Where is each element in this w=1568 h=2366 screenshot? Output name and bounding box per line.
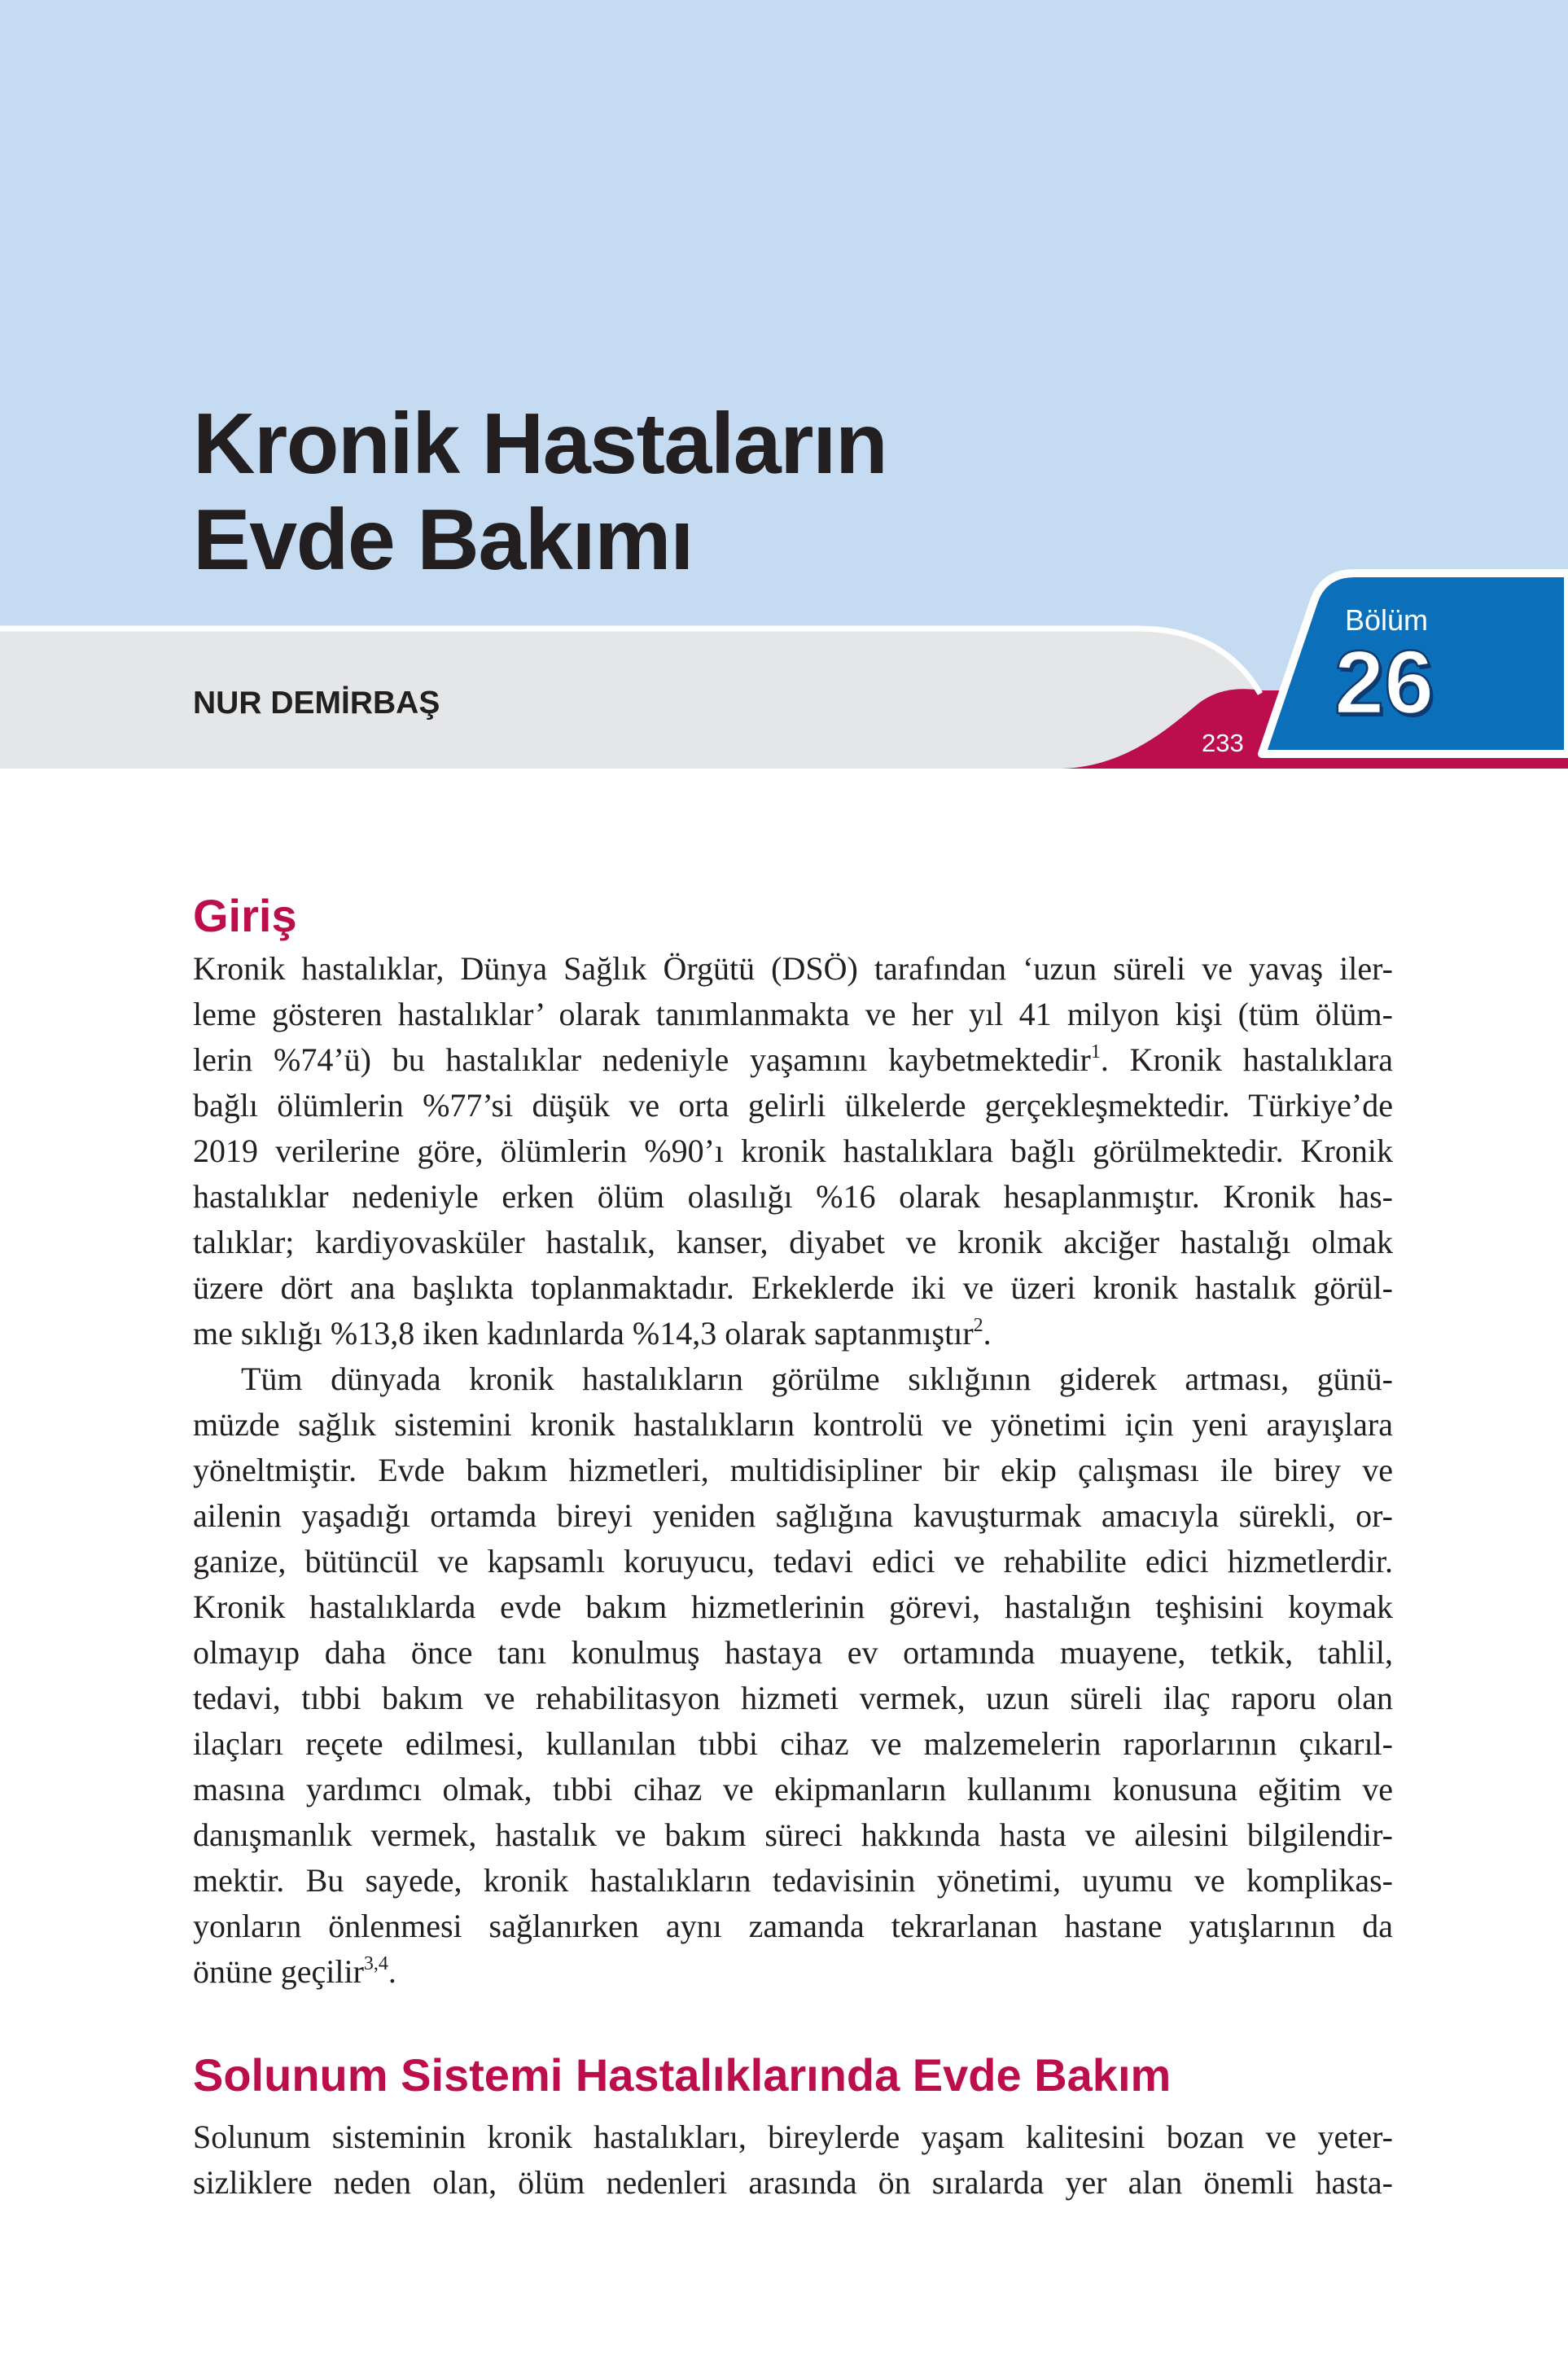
chapter-title-line: Kronik Hastaların: [193, 396, 887, 492]
paragraph-line: tedavi, tıbbi bakım ve rehabilitasyon hizmeti vermek, uzun süreli ilaç raporu olan: [193, 1680, 1393, 1716]
citation-superscript: 1: [1090, 1041, 1101, 1063]
citation-superscript: 3,4: [363, 1953, 388, 1974]
citation-superscript: 2: [973, 1315, 983, 1336]
paragraph-line: ailenin yaşadığı ortamda bireyi yeniden sağlığına kavuşturmak amacıyla sürekli, or-: [193, 1497, 1393, 1534]
chapter-title-line: Evde Bakımı: [193, 492, 693, 588]
paragraph-line: Solunum sisteminin kronik hastalıkları, bireylerde yaşam kalitesini bozan ve yeter-: [193, 2118, 1393, 2155]
paragraph-line: bağlı ölümlerin %77’si düşük ve orta gelirli ülkelerde gerçekleşmektedir. Türkiye’de: [193, 1087, 1393, 1124]
line-text: me sıklığı %13,8 iken kadınlarda %14,3 olarak saptanmıştır: [193, 1315, 974, 1352]
line-text: önüne geçilir: [193, 1953, 364, 1990]
chapter-title: [193, 396, 887, 588]
paragraph-line: sizliklere neden olan, ölüm nedenleri arasında ön sıralarda yer alan önemli hasta-: [193, 2164, 1393, 2201]
paragraph-line: üzere dört ana başlıkta toplanmaktadır. Erkeklerde iki ve üzeri kronik hastalık görül-: [193, 1269, 1393, 1306]
paragraph-line: leme gösteren hastalıklar’ olarak tanımlanmakta ve her yıl 41 milyon kişi (tüm ölüm-: [193, 996, 1393, 1032]
paragraph-line: danışmanlık vermek, hastalık ve bakım süreci hakkında hasta ve ailesini bilgilendir-: [193, 1816, 1393, 1853]
line-text: . Kronik hastalıklara: [1100, 1041, 1393, 1078]
line-text: .: [983, 1315, 992, 1352]
paragraph: [193, 1356, 1393, 1995]
paragraph-line: yonların önlenmesi sağlanırken aynı zamanda tekrarlanan hastane yatışlarının da: [193, 1908, 1393, 1944]
chapter-number: 26: [1334, 633, 1434, 733]
paragraph-line: müzde sağlık sistemini kronik hastalıkların kontrolü ve yönetimi için yeni arayışlara: [193, 1406, 1393, 1443]
paragraph-line: Kronik hastalıklarda evde bakım hizmetlerinin görevi, hastalığın teşhisini koymak: [193, 1588, 1393, 1625]
section-body: [193, 2114, 1393, 2206]
paragraph-line: [193, 1311, 1393, 1356]
paragraph-line: Kronik hastalıklar, Dünya Sağlık Örgütü (DSÖ) tarafından ‘uzun süreli ve yavaş iler-: [193, 950, 1393, 987]
paragraph-line: mektir. Bu sayede, kronik hastalıkların tedavisinin yönetimi, uyumu ve komplikas-: [193, 1862, 1393, 1899]
paragraph-line: talıklar; kardiyovasküler hastalık, kanser, diyabet ve kronik akciğer hastalığı olmak: [193, 1224, 1393, 1260]
paragraph-line: [193, 1037, 1393, 1083]
section-body: [193, 946, 1393, 1995]
chapter-label: Bölüm: [1345, 603, 1429, 637]
header-banner: [0, 0, 1568, 769]
line-text: .: [388, 1953, 396, 1990]
paragraph-line: ganize, bütüncül ve kapsamlı koruyucu, tedavi edici ve rehabilite edici hizmetlerdir.: [193, 1543, 1393, 1580]
page-number: 233: [1202, 729, 1244, 757]
paragraph-line: Tüm dünyada kronik hastalıkların görülme sıklığının giderek artması, günü-: [241, 1360, 1393, 1397]
paragraph-line: hastalıklar nedeniyle erken ölüm olasılığı %16 olarak hesaplanmıştır. Kronik has-: [193, 1178, 1393, 1215]
paragraph-line: ilaçları reçete edilmesi, kullanılan tıbbi cihaz ve malzemelerin raporlarının çıkarıl-: [193, 1725, 1393, 1762]
paragraph: [193, 946, 1393, 1356]
section-heading: Giriş: [193, 890, 297, 941]
paragraph-line: [193, 1949, 1393, 1995]
author-band: [0, 629, 1270, 769]
paragraph-line: olmayıp daha önce tanı konulmuş hastaya ev ortamında muayene, tetkik, tahlil,: [193, 1634, 1393, 1671]
author-name: NUR DEMİRBAŞ: [193, 686, 440, 721]
section-heading: Solunum Sistemi Hastalıklarında Evde Bakım: [193, 2049, 1172, 2101]
line-text: lerin %74’ü) bu hastalıklar nedeniyle yaşamını kaybetmektedir: [193, 1041, 1091, 1078]
paragraph-line: yöneltmiştir. Evde bakım hizmetleri, multidisipliner bir ekip çalışması ile birey ve: [193, 1452, 1393, 1488]
paragraph-line: 2019 verilerine göre, ölümlerin %90’ı kronik hastalıklara bağlı görülmektedir. Kronik: [193, 1133, 1393, 1169]
paragraph-line: masına yardımcı olmak, tıbbi cihaz ve ekipmanların kullanımı konusuna eğitim ve: [193, 1771, 1393, 1807]
paragraph: [193, 2114, 1393, 2206]
